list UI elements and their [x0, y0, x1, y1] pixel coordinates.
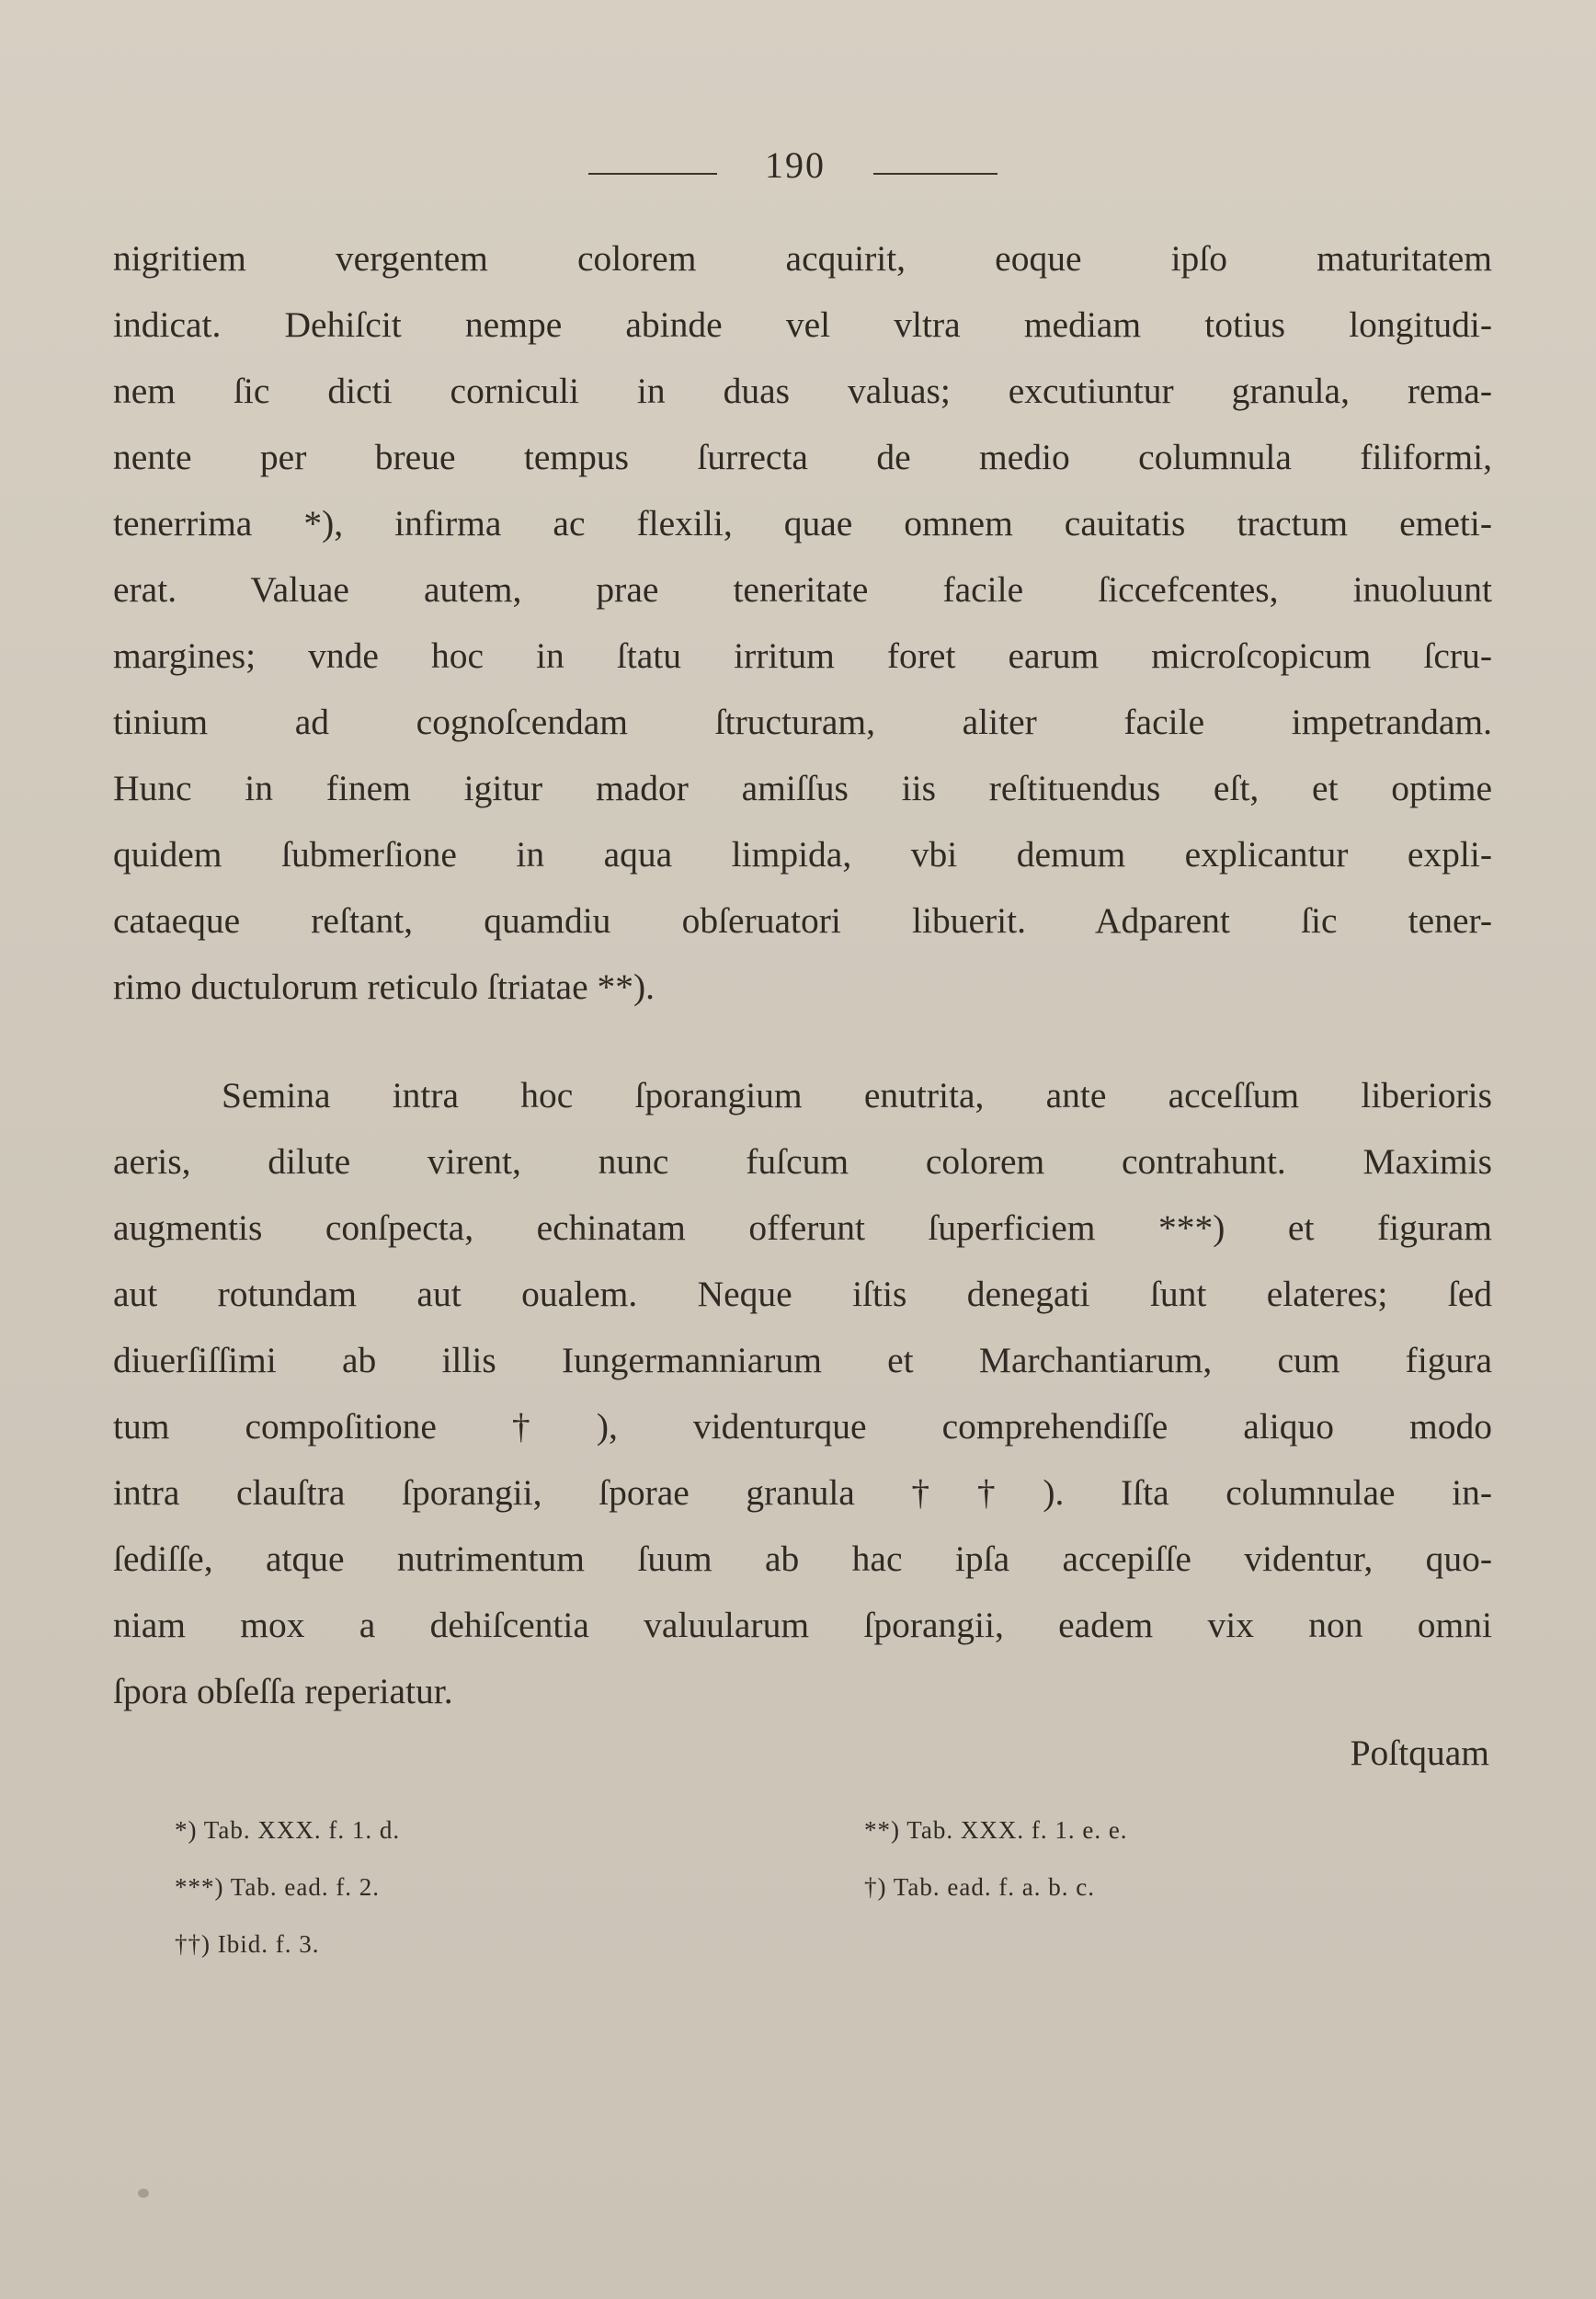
- text-line: nigritiem vergentem colorem acquirit, eoque ipſo maturitatem: [113, 238, 1492, 279]
- text-line: rimo ductulorum reticulo ſtriatae **).: [113, 966, 656, 1007]
- footnote: **) Tab. XXX. f. 1. e. e.: [864, 1816, 1128, 1844]
- catchword: Poſtquam: [1350, 1733, 1489, 1773]
- body-text: [113, 225, 1492, 1724]
- paragraph-2: [113, 1062, 1492, 1724]
- paper-blemish: [138, 2189, 149, 2198]
- text-line: indicat. Dehiſcit nempe abinde vel vltra mediam totius longitudi-: [113, 304, 1492, 345]
- footnote: *) Tab. XXX. f. 1. d.: [175, 1816, 401, 1844]
- page-number: 190: [765, 144, 826, 186]
- text-line: erat. Valuae autem, prae teneritate facile ſiccefcentes, inuoluunt: [113, 569, 1492, 610]
- text-line: nem ſic dicti corniculi in duas valuas; excutiuntur granula, rema-: [113, 371, 1492, 411]
- header-rule-right: [873, 173, 998, 175]
- text-line: cataeque reſtant, quamdiu obſeruatori libuerit. Adparent ſic tener-: [113, 900, 1492, 941]
- text-line: ſpora obſeſſa reperiatur.: [113, 1671, 453, 1711]
- footnote: ††) Ibid. f. 3.: [175, 1930, 320, 1958]
- text-line: augmentis conſpecta, echinatam offerunt ſuperficiem ***) et figuram: [113, 1207, 1492, 1248]
- text-line: intra clauſtra ſporangii, ſporae granula ††). Iſta columnulae in-: [113, 1472, 1492, 1513]
- text-line: nente per breue tempus ſurrecta de medio columnula filiformi,: [113, 437, 1492, 477]
- text-line: aut rotundam aut oualem. Neque iſtis denegati ſunt elateres; ſed: [113, 1274, 1492, 1314]
- header-rule-left: [588, 173, 717, 175]
- text-line: quidem ſubmerſione in aqua limpida, vbi demum explicantur expli-: [113, 834, 1492, 875]
- text-line: aeris, dilute virent, nunc fuſcum colorem contrahunt. Maximis: [113, 1141, 1492, 1182]
- text-line: margines; vnde hoc in ſtatu irritum foret earum microſcopicum ſcru-: [113, 635, 1492, 676]
- footnote: ***) Tab. ead. f. 2.: [175, 1873, 381, 1901]
- text-line: Semina intra hoc ſporangium enutrita, ante acceſſum liberioris: [222, 1075, 1492, 1115]
- text-line: niam mox a dehiſcentia valuularum ſporangii, eadem vix non omni: [113, 1605, 1492, 1645]
- text-line: tinium ad cognoſcendam ſtructuram, aliter facile impetrandam.: [113, 702, 1492, 742]
- text-line: ſediſſe, atque nutrimentum ſuum ab hac ipſa accepiſſe videntur, quo-: [113, 1538, 1492, 1579]
- paragraph-1: [113, 225, 1492, 1020]
- text-line: tum compoſitione †), videnturque comprehendiſſe aliquo modo: [113, 1406, 1492, 1447]
- footnote: †) Tab. ead. f. a. b. c.: [864, 1873, 1096, 1901]
- footnotes: [175, 1816, 1278, 2019]
- page-header: [0, 138, 1596, 193]
- text-line: diuerſiſſimi ab illis Iungermanniarum et Marchantiarum, cum figura: [113, 1340, 1492, 1380]
- text-line: tenerrima *), infirma ac flexili, quae omnem cauitatis tractum emeti-: [113, 503, 1492, 543]
- text-line: Hunc in finem igitur mador amiſſus iis reſtituendus eſt, et optime: [113, 768, 1492, 808]
